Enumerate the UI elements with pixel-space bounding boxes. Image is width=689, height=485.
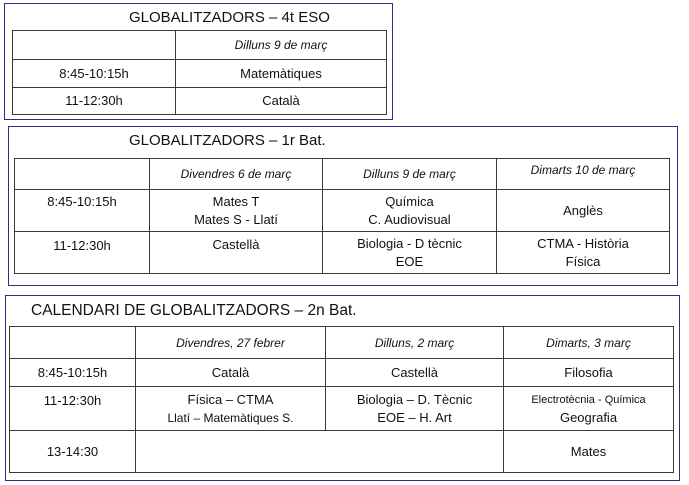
subject-cell [504, 359, 674, 387]
subject-cell: Català [176, 88, 387, 115]
time-cell: 13-14:30 [10, 431, 136, 473]
subject-cell: Matemàtiques [176, 60, 387, 88]
subject-cell [136, 387, 326, 431]
subject-cell [504, 387, 674, 431]
subject-line: Geografia [559, 409, 618, 425]
time-cell: 11-12:30h [13, 88, 176, 115]
schedule-panel-1r-bat [8, 126, 678, 286]
subject-line: Mates S - Llatí [194, 211, 278, 227]
subject-line: Mates T [212, 193, 260, 209]
subject-line: Castellà [391, 364, 438, 380]
subject-cell [497, 190, 670, 232]
header-empty-cell [10, 327, 136, 359]
day-header: Dimarts 10 de març [497, 159, 670, 190]
subject-line: CTMA - Història [537, 235, 629, 251]
subject-line: Castellà [212, 237, 260, 252]
subject-cell [326, 359, 504, 387]
subject-cell [150, 232, 323, 274]
empty-subject-cell [136, 431, 326, 473]
subject-line: EOE – H. Art [377, 409, 452, 425]
subject-line: C. Audiovisual [368, 211, 451, 227]
time-cell: 11-12:30h [10, 387, 136, 431]
subject-cell [136, 359, 326, 387]
day-header: Dilluns 9 de març [176, 31, 387, 60]
subject-cell [150, 190, 323, 232]
subject-cell [323, 190, 497, 232]
panel-title: GLOBALITZADORS – 1r Bat. [129, 132, 326, 149]
subject-line: Electrotècnia - Química [531, 393, 646, 406]
time-cell: 11-12:30h [15, 232, 150, 274]
subject-line: Física [565, 253, 601, 269]
panel-title: GLOBALITZADORS – 4t ESO [129, 9, 330, 26]
day-header: Dimarts, 3 març [504, 327, 674, 359]
subject-line: Anglès [563, 202, 603, 218]
day-header: Divendres 6 de març [150, 159, 323, 190]
time-cell: 8:45-10:15h [10, 359, 136, 387]
subject-line: Filosofia [564, 364, 613, 380]
subject-line: EOE [395, 253, 424, 269]
subject-line: Biologia – D. Tècnic [356, 391, 473, 407]
panel-title: CALENDARI DE GLOBALITZADORS – 2n Bat. [31, 302, 357, 319]
schedule-table [14, 158, 670, 274]
subject-line: Química [385, 193, 434, 209]
schedule-panel-4t-eso [4, 3, 393, 120]
header-empty-cell [15, 159, 150, 190]
header-empty-cell [13, 31, 176, 60]
subject-line: Física – CTMA [187, 391, 274, 407]
empty-subject-cell [326, 431, 504, 473]
subject-line: Català [211, 364, 250, 380]
subject-cell [326, 387, 504, 431]
subject-line: Mates [570, 443, 607, 459]
time-cell: 8:45-10:15h [13, 60, 176, 88]
subject-line: Llatí – Matemàtiques S. [167, 410, 294, 425]
subject-cell [497, 232, 670, 274]
schedule-table [9, 326, 674, 473]
subject-line: Biologia - D tècnic [357, 235, 462, 251]
schedule-panel-2n-bat [5, 295, 680, 481]
day-header: Divendres, 27 febrer [136, 327, 326, 359]
schedule-table [12, 30, 387, 115]
time-cell: 8:45-10:15h [15, 190, 150, 232]
subject-cell [323, 232, 497, 274]
day-header: Dilluns 9 de març [323, 159, 497, 190]
day-header: Dilluns, 2 març [326, 327, 504, 359]
subject-cell [504, 431, 674, 473]
